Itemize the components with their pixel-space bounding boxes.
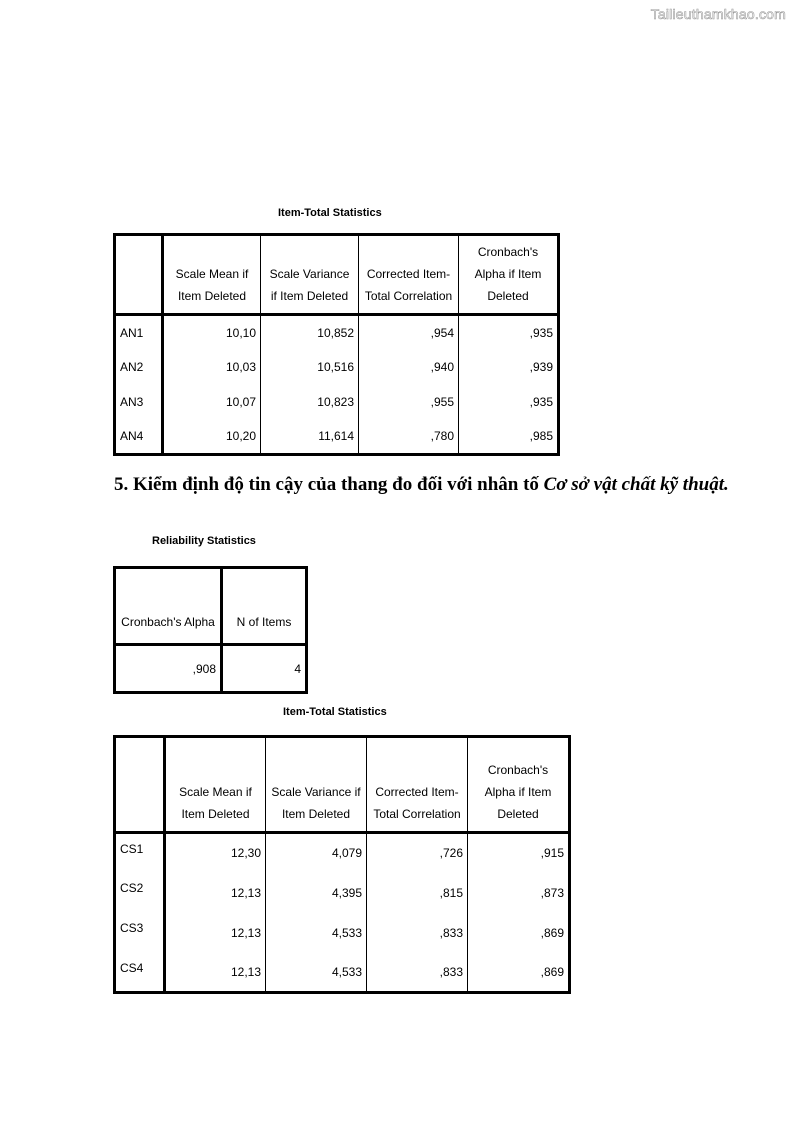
table-header-row — [115, 568, 307, 645]
cell-scale-mean: 12,13 — [165, 953, 266, 993]
cell-scale-mean: 12,13 — [165, 913, 266, 953]
column-header-n-of-items: N of Items — [222, 568, 307, 645]
column-header-scale-variance: Scale Variance if Item Deleted — [261, 235, 359, 315]
row-label: CS4 — [115, 953, 165, 993]
row-label: CS1 — [115, 833, 165, 873]
cell-alpha-if-deleted: ,869 — [468, 953, 570, 993]
cell-alpha-if-deleted: ,869 — [468, 913, 570, 953]
row-label: CS3 — [115, 913, 165, 953]
cell-scale-mean: 10,07 — [163, 385, 261, 420]
section-heading-emphasis: Cơ sở vật chất kỹ thuật. — [543, 474, 729, 495]
cell-alpha-if-deleted: ,935 — [459, 315, 559, 350]
cell-scale-mean: 10,03 — [163, 350, 261, 385]
cell-corrected-correlation: ,940 — [359, 350, 459, 385]
column-header-scale-variance: Scale Variance if Item Deleted — [266, 737, 367, 833]
column-header-cronbach-alpha: Cronbach's Alpha — [115, 568, 222, 645]
table-row — [115, 420, 559, 455]
column-header-corrected-correlation: Corrected Item-Total Correlation — [367, 737, 468, 833]
cell-alpha-if-deleted: ,939 — [459, 350, 559, 385]
cell-scale-variance: 4,395 — [266, 873, 367, 913]
cell-alpha-if-deleted: ,935 — [459, 385, 559, 420]
row-label: AN4 — [115, 420, 163, 455]
cell-corrected-correlation: ,726 — [367, 833, 468, 873]
table-row — [115, 913, 570, 953]
cell-alpha-if-deleted: ,873 — [468, 873, 570, 913]
section-heading — [114, 474, 729, 496]
cell-scale-mean: 12,13 — [165, 873, 266, 913]
corner-cell — [115, 737, 165, 833]
cell-scale-variance: 10,823 — [261, 385, 359, 420]
table-row — [115, 873, 570, 913]
cell-scale-mean: 10,20 — [163, 420, 261, 455]
table-row — [115, 833, 570, 873]
table-row — [115, 350, 559, 385]
row-label: AN3 — [115, 385, 163, 420]
table-row — [115, 315, 559, 350]
item-total-statistics-table-an — [113, 233, 560, 456]
cell-corrected-correlation: ,955 — [359, 385, 459, 420]
reliability-caption: Reliability Statistics — [152, 535, 256, 547]
cell-scale-variance: 4,079 — [266, 833, 367, 873]
column-header-alpha-if-deleted: Cronbach's Alpha if Item Deleted — [468, 737, 570, 833]
corner-cell — [115, 235, 163, 315]
cell-alpha-if-deleted: ,985 — [459, 420, 559, 455]
cell-scale-variance: 10,852 — [261, 315, 359, 350]
reliability-statistics-table — [113, 566, 308, 694]
cell-scale-mean: 12,30 — [165, 833, 266, 873]
section-heading-prefix: 5. Kiểm định độ tin cậy của thang đo đối với nhân tố — [114, 474, 544, 495]
cell-n-of-items: 4 — [222, 645, 307, 693]
cell-scale-variance: 11,614 — [261, 420, 359, 455]
table2-caption: Item-Total Statistics — [283, 706, 387, 718]
cell-corrected-correlation: ,780 — [359, 420, 459, 455]
table-row — [115, 385, 559, 420]
cell-alpha-if-deleted: ,915 — [468, 833, 570, 873]
column-header-alpha-if-deleted: Cronbach's Alpha if Item Deleted — [459, 235, 559, 315]
table-row — [115, 953, 570, 993]
row-label: AN2 — [115, 350, 163, 385]
cell-scale-mean: 10,10 — [163, 315, 261, 350]
cell-cronbach-alpha: ,908 — [115, 645, 222, 693]
table-header-row — [115, 737, 570, 833]
column-header-scale-mean: Scale Mean if Item Deleted — [163, 235, 261, 315]
table1-caption: Item-Total Statistics — [278, 207, 382, 219]
column-header-corrected-correlation: Corrected Item-Total Correlation — [359, 235, 459, 315]
table-row — [115, 645, 307, 693]
column-header-scale-mean: Scale Mean if Item Deleted — [165, 737, 266, 833]
cell-scale-variance: 10,516 — [261, 350, 359, 385]
item-total-statistics-table-cs — [113, 735, 571, 994]
cell-corrected-correlation: ,833 — [367, 913, 468, 953]
cell-scale-variance: 4,533 — [266, 913, 367, 953]
cell-corrected-correlation: ,954 — [359, 315, 459, 350]
row-label: AN1 — [115, 315, 163, 350]
cell-corrected-correlation: ,833 — [367, 953, 468, 993]
watermark: Tailieuthamkhao.com — [650, 6, 786, 22]
row-label: CS2 — [115, 873, 165, 913]
table-header-row — [115, 235, 559, 315]
cell-scale-variance: 4,533 — [266, 953, 367, 993]
cell-corrected-correlation: ,815 — [367, 873, 468, 913]
